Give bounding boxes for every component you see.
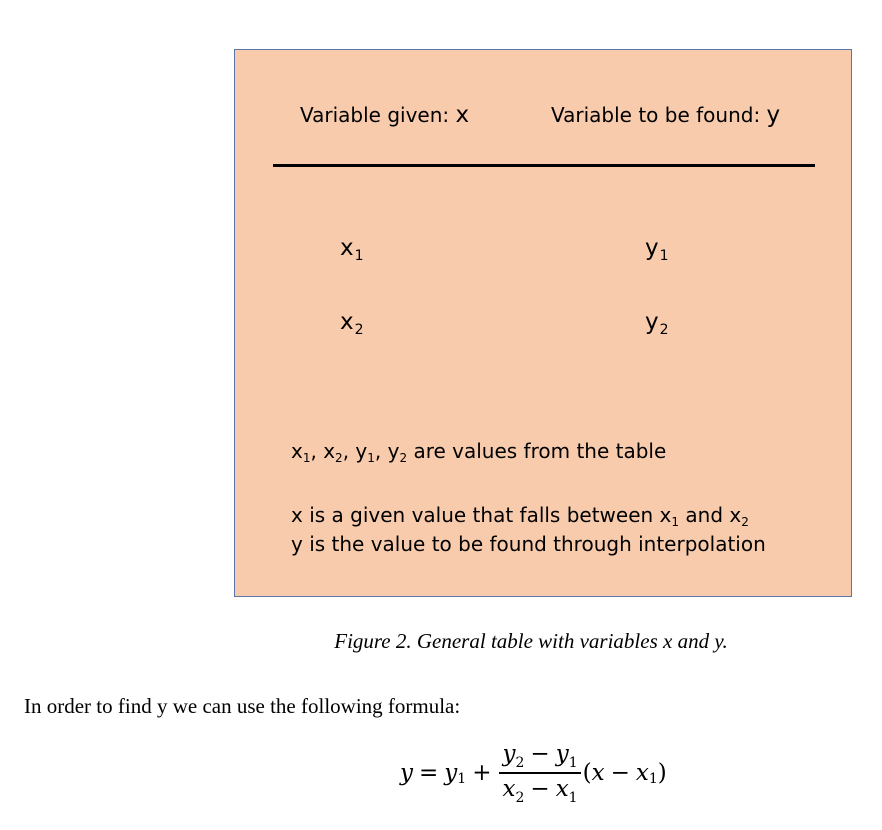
- cell-y2-sub: 2: [659, 322, 669, 338]
- note1-sep1: ,: [310, 439, 324, 463]
- header-given-var: x: [455, 102, 470, 128]
- paren-close: ): [657, 760, 667, 786]
- formula-lhs: y: [400, 760, 413, 786]
- note2-mid: and x: [679, 503, 742, 527]
- cell-x2: [340, 308, 364, 339]
- num-b: y: [555, 741, 569, 767]
- interpolation-figure: [234, 49, 852, 597]
- header-variable-found: [551, 103, 780, 127]
- note1-sep2: ,: [342, 439, 356, 463]
- paren-open: (: [582, 760, 592, 786]
- note2-text: x is a given value that falls between x: [291, 503, 672, 527]
- header-variable-given: [300, 103, 469, 127]
- den-a-sub: 2: [515, 790, 525, 806]
- den-a: x: [502, 776, 516, 802]
- header-rule: [273, 164, 815, 167]
- note-value-to-find: y is the value to be found through interpolation: [291, 532, 766, 556]
- cell-x1: [340, 234, 364, 265]
- cell-y1-sub: 1: [659, 248, 669, 264]
- note1-x1: x: [291, 439, 303, 463]
- fraction-numerator: [499, 739, 580, 772]
- paren-x1: x: [635, 760, 649, 786]
- paren-x: x: [591, 760, 605, 786]
- cell-x2-base: x: [340, 309, 354, 335]
- formula-plus: +: [472, 760, 492, 786]
- header-given-label: Variable given:: [300, 103, 456, 127]
- note1-x1-sub: 1: [302, 451, 311, 465]
- cell-y2-base: y: [645, 309, 659, 335]
- num-a-sub: 2: [515, 755, 525, 771]
- body-paragraph: In order to find y we can use the following formula:: [24, 694, 461, 718]
- note1-y1: y: [355, 439, 368, 463]
- note2-sub1: 1: [671, 515, 680, 529]
- num-minus: −: [530, 741, 550, 767]
- cell-y2: [645, 308, 669, 339]
- den-b: x: [555, 776, 569, 802]
- figure-caption: Figure 2. General table with variables x and y.: [334, 629, 728, 653]
- num-a: y: [502, 741, 516, 767]
- cell-x1-sub: 1: [354, 248, 364, 264]
- note2-sub2: 2: [741, 515, 749, 529]
- note-given-value: [291, 502, 749, 531]
- den-b-sub: 1: [568, 790, 578, 806]
- fraction-denominator: [500, 774, 581, 807]
- formula-fraction: [499, 739, 580, 807]
- note1-x2: x: [323, 439, 336, 463]
- cell-y1-base: y: [645, 235, 659, 261]
- formula-y1-sub: 1: [457, 771, 467, 787]
- note-values-from-table: [291, 438, 666, 467]
- interpolation-formula: [400, 733, 667, 813]
- header-found-var: y: [766, 102, 781, 128]
- paren-x1-sub: 1: [648, 771, 658, 787]
- den-minus: −: [530, 776, 550, 802]
- note1-tail: are values from the table: [407, 439, 667, 463]
- note1-sep3: ,: [374, 439, 388, 463]
- cell-x1-base: x: [340, 235, 354, 261]
- note1-y2-sub: 2: [399, 451, 408, 465]
- header-found-label: Variable to be found:: [551, 103, 767, 127]
- cell-x2-sub: 2: [354, 322, 364, 338]
- formula-y1: y: [444, 760, 458, 786]
- note1-y2: y: [387, 439, 400, 463]
- paren-minus: −: [610, 760, 630, 786]
- formula-equals: =: [419, 760, 439, 786]
- note1-x2-sub: 2: [335, 451, 343, 465]
- note1-y1-sub: 1: [367, 451, 375, 465]
- num-b-sub: 1: [568, 755, 578, 771]
- cell-y1: [645, 234, 669, 265]
